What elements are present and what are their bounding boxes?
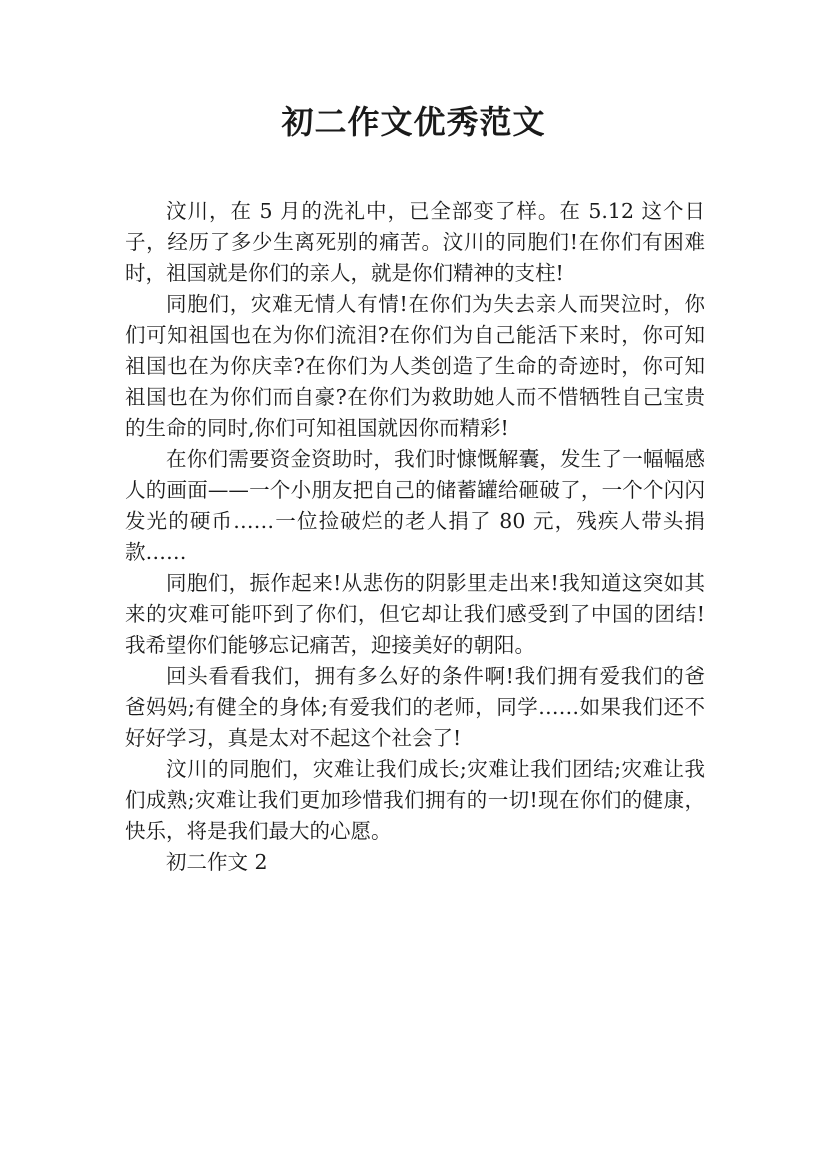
paragraph: 回头看看我们，拥有多么好的条件啊!我们拥有爱我们的爸爸妈妈;有健全的身体;有爱我们的老师，同学……如果我们还不好好学习，真是太对不起这个社会了! bbox=[125, 664, 705, 750]
document-title: 初二作文优秀范文 bbox=[281, 103, 546, 141]
paragraph: 汶川，在 5 月的洗礼中，已全部变了样。在 5.12 这个日子，经历了多少生离死别的痛苦。汶川的同胞们!在你们有困难时，祖国就是你们的亲人，就是你们精神的支柱! bbox=[125, 199, 705, 285]
paragraph: 汶川的同胞们，灾难让我们成长;灾难让我们团结;灾难让我们成熟;灾难让我们更加珍惜我们拥有的一切!现在你们的健康，快乐，将是我们最大的心愿。 bbox=[125, 757, 705, 843]
paragraph: 同胞们，灾难无情人有情!在你们为失去亲人而哭泣时，你们可知祖国也在为你们流泪?在你们为自己能活下来时，你可知祖国也在为你庆幸?在你们为人类创造了生命的奇迹时，你可知祖国也在为你们而自豪?在你们为救助她人而不惜牺牲自己宝贵的生命的同时,你们可知祖国就因你而精彩! bbox=[125, 292, 705, 440]
section-heading: 初二作文 2 bbox=[166, 850, 268, 874]
paragraph: 同胞们，振作起来!从悲伤的阴影里走出来!我知道这突如其来的灾难可能吓到了你们，但它却让我们感受到了中国的团结!我希望你们能够忘记痛苦，迎接美好的朝阳。 bbox=[125, 571, 705, 657]
paragraph: 在你们需要资金资助时，我们时慷慨解囊，发生了一幅幅感人的画面——一个小朋友把自己的储蓄罐给砸破了，一个个闪闪发光的硬币……一位捡破烂的老人捐了 80 元，残疾人带头捐款…… bbox=[125, 447, 705, 564]
document-body bbox=[125, 196, 705, 878]
